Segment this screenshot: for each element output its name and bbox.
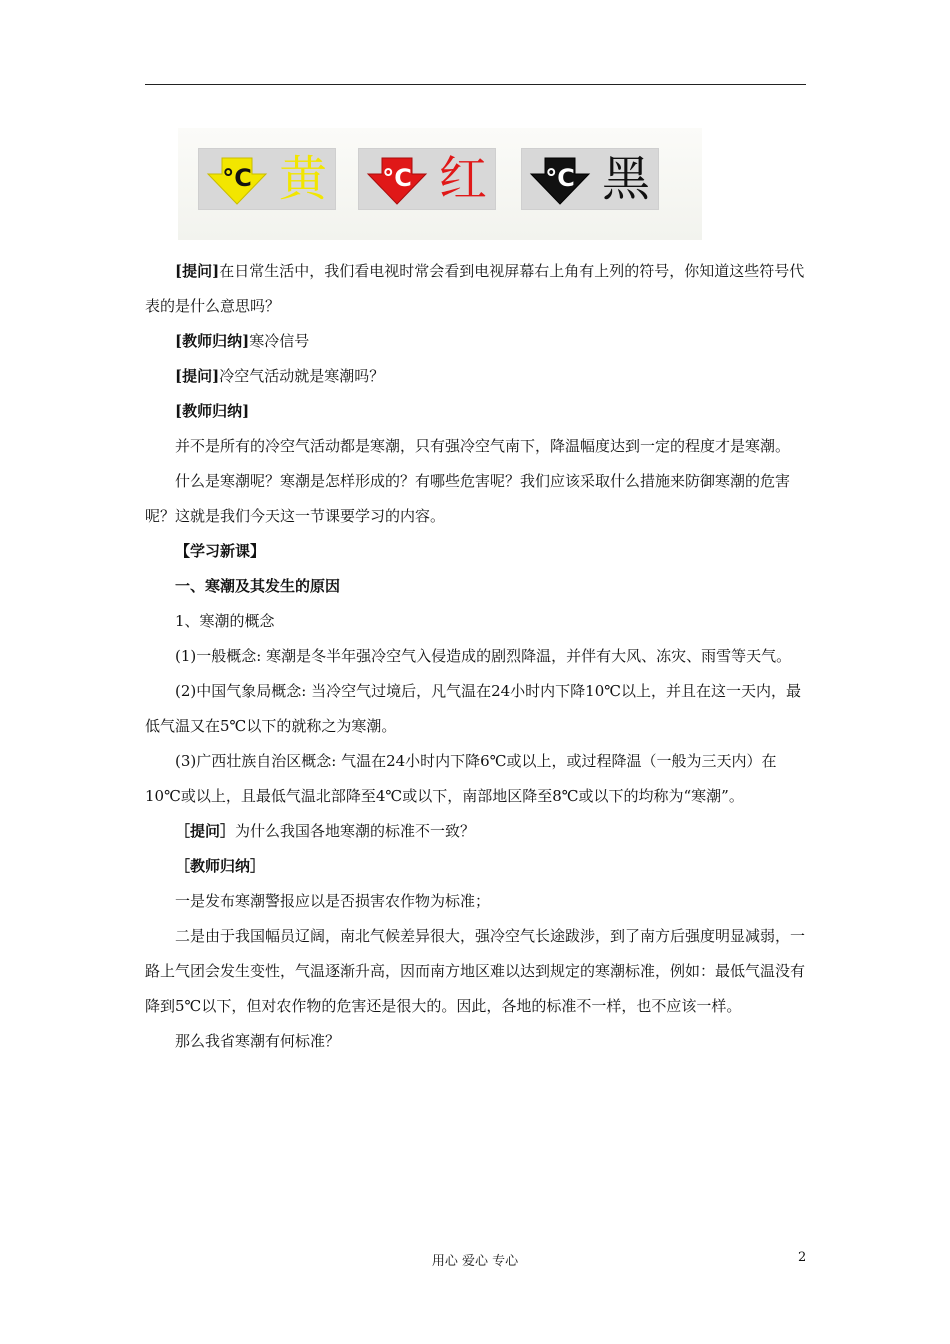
body-paragraph: (2)中国气象局概念: 当冷空气过境后，凡气温在24小时内下降10℃以上，并且在这一天内，最低气温又在5℃以下的就称之为寒潮。 bbox=[145, 682, 802, 735]
black-cold-signal bbox=[521, 148, 659, 210]
question-paragraph bbox=[145, 359, 809, 394]
summary-label: [教师归纳] bbox=[175, 402, 250, 420]
red-cold-signal bbox=[358, 148, 496, 210]
signal-char: 红 bbox=[438, 151, 487, 207]
question-label: [提问] bbox=[175, 367, 220, 385]
body-paragraph: 一是发布寒潮警报应以是否损害农作物为标准； bbox=[175, 892, 491, 910]
down-arrow-icon bbox=[525, 152, 595, 208]
question-text: 为什么我国各地寒潮的标准不一致？ bbox=[235, 822, 476, 840]
summary-paragraph bbox=[145, 394, 809, 429]
body-paragraph: 什么是寒潮呢？寒潮是怎样形成的？有哪些危害呢？我们应该采取什么措施来防御寒潮的危害呢？这就是我们今天这一节课要学习的内容。 bbox=[145, 472, 791, 525]
yellow-cold-signal bbox=[198, 148, 336, 210]
signal-char: 黑 bbox=[601, 151, 650, 207]
body-paragraph: 并不是所有的冷空气活动都是寒潮，只有强冷空气南下，降温幅度达到一定的程度才是寒潮。 bbox=[175, 437, 791, 455]
question-label: [提问] bbox=[175, 262, 220, 280]
summary-label: [教师归纳] bbox=[175, 332, 250, 350]
section-heading: 一、寒潮及其发生的原因 bbox=[175, 577, 341, 595]
signal-unit: °C bbox=[382, 164, 412, 192]
summary-label: ［教师归纳］ bbox=[175, 857, 266, 875]
question-text: 冷空气活动就是寒潮吗？ bbox=[219, 367, 385, 385]
page-number: 2 bbox=[798, 1250, 807, 1265]
document-body bbox=[145, 254, 809, 1059]
question-label: ［提问］ bbox=[175, 822, 236, 840]
summary-text: 寒冷信号 bbox=[249, 332, 310, 350]
header-rule bbox=[145, 84, 806, 85]
footer-motto: 用心 爱心 专心 bbox=[431, 1254, 519, 1269]
body-paragraph: (3)广西壮族自治区概念: 气温在24小时内下降6℃或以上，或过程降温（一般为三天内）在10℃或以上，且最低气温北部降至4℃或以下，南部地区降至8℃或以下的均称为“寒潮”。 bbox=[145, 752, 777, 805]
section-heading: 【学习新课】 bbox=[175, 542, 266, 560]
cold-signal-image bbox=[178, 128, 702, 240]
body-paragraph: (1)一般概念: 寒潮是冬半年强冷空气入侵造成的剧烈降温，并伴有大风、冻灾、雨雪等天气。 bbox=[175, 647, 792, 665]
summary-paragraph bbox=[145, 324, 809, 359]
down-arrow-icon bbox=[362, 152, 432, 208]
body-paragraph: 那么我省寒潮有何标准？ bbox=[175, 1032, 341, 1050]
down-arrow-icon bbox=[202, 152, 272, 208]
signal-unit: °C bbox=[222, 164, 252, 192]
question-text: 在日常生活中，我们看电视时常会看到电视屏幕右上角有上列的符号，你知道这些符号代表的是什么意思吗？ bbox=[145, 262, 805, 315]
subsection-title: 1、寒潮的概念 bbox=[175, 612, 275, 630]
signal-char: 黄 bbox=[278, 151, 327, 207]
question-paragraph bbox=[145, 814, 809, 849]
signal-unit: °C bbox=[545, 164, 575, 192]
question-paragraph bbox=[145, 254, 809, 324]
summary-paragraph bbox=[145, 849, 809, 884]
body-paragraph: 二是由于我国幅员辽阔，南北气候差异很大，强冷空气长途跋涉，到了南方后强度明显减弱，一路上气团会发生变性，气温逐渐升高，因而南方地区难以达到规定的寒潮标准，例如：最低气温没有降到5℃以下，但对农作物的危害还是很大的。因此，各地的标准不一样，也不应该一样。 bbox=[145, 927, 806, 1015]
